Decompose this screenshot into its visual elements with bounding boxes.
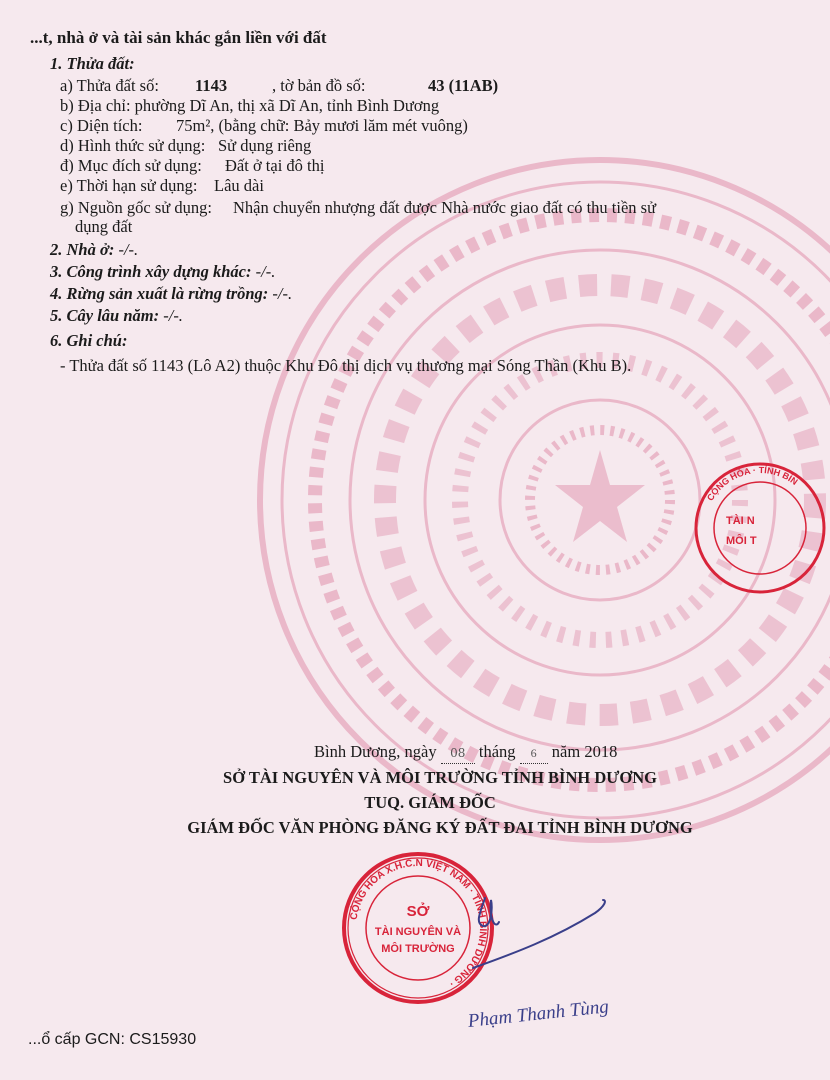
use-form-row [60,136,312,156]
gcn-footer [28,1030,196,1050]
origin-row [60,198,657,218]
date-day: 08 [441,743,475,764]
purpose-row [60,156,325,176]
origin-label: g) Nguồn gốc sử dụng: [60,198,212,217]
partial-stamp-line-2: MÔI T [726,535,757,547]
section-4 [50,284,292,304]
partial-official-stamp [690,458,830,598]
agency-name: SỞ TÀI NGUYÊN VÀ MÔI TRƯỜNG TỈNH BÌNH DƯƠNG [223,768,657,787]
term-row [60,176,264,196]
stamp-line-1: SỞ [406,903,430,920]
term-label: e) Thời hạn sử dụng: [60,176,198,195]
section-5 [50,306,183,326]
date-year: năm 2018 [551,742,618,761]
section-2-value: -/-. [118,240,139,259]
date-month: 6 [520,743,548,764]
gcn-number: CS15930 [129,1031,197,1048]
use-form-label: d) Hình thức sử dụng: [60,136,206,155]
tuq-title: TUQ. GIÁM ĐỐC [364,793,496,812]
term-value: Lâu dài [214,176,264,195]
section-2-heading: 2. Nhà ở: [50,240,115,259]
origin-value-cont: dụng đất [75,217,133,236]
section-1-heading: 1. Thửa đất: [50,54,135,73]
section-6-note: - Thửa đất số 1143 (Lô A2) thuộc Khu Đô thị dịch vụ thương mại Sóng Thần (Khu B). [60,356,632,375]
stamp-ring-text: CỘNG HÒA X.H.C.N VIỆT NAM · TỈNH BÌNH DƯƠNG · [348,857,489,990]
purpose-value: Đất ở tại đô thị [225,156,325,175]
area-row [60,116,468,136]
use-form-value: Sử dụng riêng [218,136,312,155]
director-title: GIÁM ĐỐC VĂN PHÒNG ĐĂNG KÝ ĐẤT ĐAI TỈNH BÌNH DƯƠNG [187,818,693,837]
gcn-prefix: ...ổ cấp GCN: [28,1031,125,1048]
parcel-row [60,76,499,96]
partial-stamp-ring-text: CỘNG HÒA · TỈNH BÌN [704,464,800,503]
partial-stamp-line-1: TÀI N [726,515,755,527]
section-5-value: -/-. [163,306,183,325]
map-number: 43 (11AB) [428,76,499,95]
date-month-label: tháng [478,742,516,761]
stamp-line-2: TÀI NGUYÊN VÀ [374,926,462,938]
section-5-heading: 5. Cây lâu năm: [50,306,160,325]
parcel-number: 1143 [195,76,228,95]
area-value: 75m², (bằng chữ: Bảy mươi lăm mét vuông) [176,116,468,135]
date-line [314,742,617,764]
section-6-heading: 6. Ghi chú: [50,331,128,350]
section-3 [50,262,275,282]
section-4-heading: 4. Rừng sản xuất là rừng trồng: [50,284,269,303]
address-row: b) Địa chỉ: phường Dĩ An, thị xã Dĩ An, tỉnh Bình Dương [60,96,440,115]
area-label: c) Diện tích: [60,116,143,135]
stamp-line-3: MÔI TRƯỜNG [381,943,455,955]
page-header: ...t, nhà ở và tài sản khác gắn liền với đất [30,28,327,47]
origin-value: Nhận chuyển nhượng đất được Nhà nước giao đất có thu tiền sử [233,198,657,217]
section-4-value: -/-. [272,284,293,303]
signature-scribble [455,878,625,978]
section-3-value: -/-. [255,262,276,281]
map-label: , tờ bản đồ số: [272,76,366,95]
date-place: Bình Dương, ngày [314,742,437,761]
section-3-heading: 3. Công trình xây dựng khác: [50,262,252,281]
section-2 [50,240,138,260]
signer-name: Phạm Thanh Tùng [466,996,610,1032]
parcel-label: a) Thửa đất số: [60,76,159,95]
purpose-label: đ) Mục đích sử dụng: [60,156,202,175]
